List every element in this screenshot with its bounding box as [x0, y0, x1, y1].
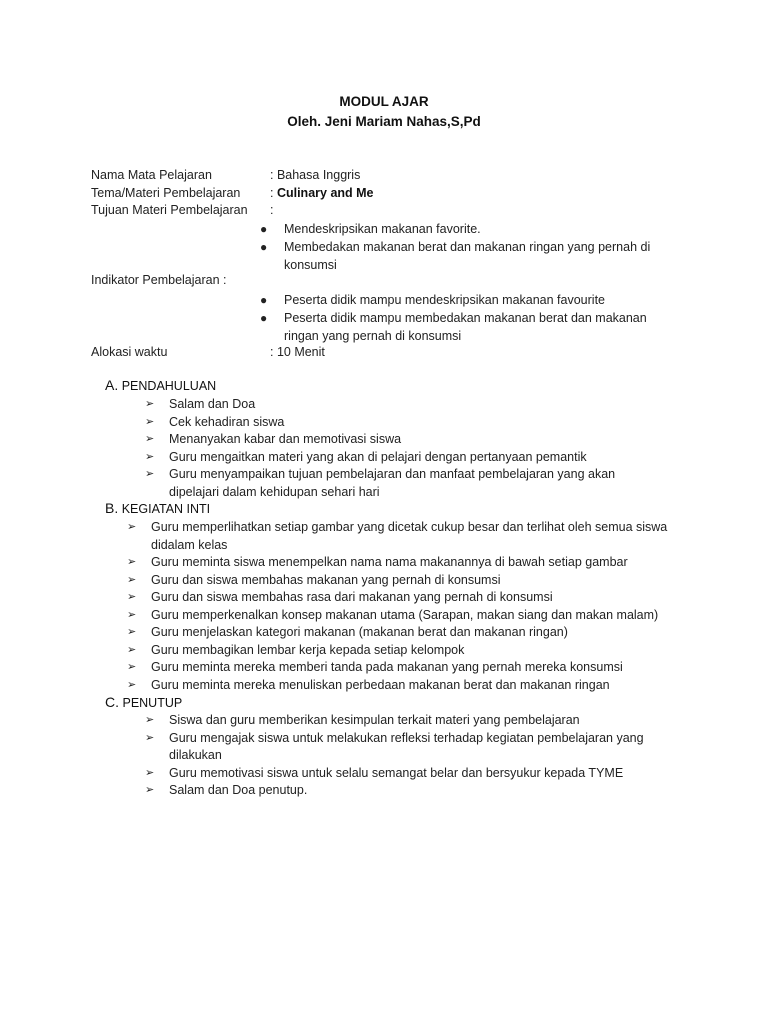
list-item: ➢ Guru mengaitkan materi yang akan di pelajari dengan pertanyaan pemantik [145, 449, 655, 467]
arrow-bullet-icon: ➢ [127, 591, 137, 603]
arrow-bullet-icon: ➢ [145, 450, 155, 463]
theme-value: Culinary and Me [276, 186, 374, 200]
theme-label: Tema/Materi Pembelajaran [91, 186, 241, 200]
arrow-bullet-icon: ➢ [127, 521, 137, 533]
arrow-bullet-icon: ➢ [145, 415, 155, 428]
list-item: ➢ Guru meminta mereka memberi tanda pada makanan yang pernah mereka konsumsi [127, 659, 687, 677]
list-item: ➢ Guru memperlihatkan setiap gambar yang dicetak cukup besar dan terlihat oleh semua siswa didalam kelas [127, 520, 668, 552]
subject-value: : Bahasa Inggris [270, 168, 361, 182]
list-item: ➢ Guru memotivasi siswa untuk selalu semangat belar dan bersyukur kepada TYME [145, 765, 665, 783]
list-item: ➢ Guru memperkenalkan konsep makanan utama (Sarapan, makan siang dan makan malam) [127, 607, 687, 625]
list-item: ● Peserta didik mampu membedakan makanan berat dan makanan ringan yang pernah di konsumsi [260, 311, 647, 343]
arrow-bullet-icon: ➢ [127, 573, 137, 586]
section-letter: A. [105, 377, 119, 393]
section-title: PENDAHULUAN [121, 379, 217, 393]
time-value: : 10 Menit [270, 345, 325, 359]
list-item: ➢ Salam dan Doa [145, 396, 655, 414]
arrow-bullet-icon: ➢ [127, 626, 137, 638]
list-item: ➢ Salam dan Doa penutup. [145, 782, 665, 800]
arrow-bullet-icon: ➢ [145, 433, 155, 445]
time-label: Alokasi waktu [91, 345, 168, 359]
section-b-list [127, 519, 687, 694]
list-item: ➢ Siswa dan guru memberikan kesimpulan terkait materi yang pembelajaran [145, 712, 665, 730]
section-letter: C. [105, 694, 119, 710]
arrow-bullet-icon: ➢ [127, 643, 137, 656]
arrow-bullet-icon: ➢ [145, 784, 155, 796]
section-heading-a [105, 377, 216, 393]
section-title: KEGIATAN INTI [121, 502, 211, 516]
list-item: ➢ Cek kehadiran siswa [145, 414, 655, 432]
theme-colon: : [270, 186, 277, 200]
list-item: ➢ Guru membagikan lembar kerja kepada setiap kelompok [127, 642, 687, 660]
goal-colon: : [270, 203, 274, 217]
list-item: ➢ Menanyakan kabar dan memotivasi siswa [145, 431, 655, 449]
indicator-list [258, 291, 678, 345]
theme-value-row [270, 186, 374, 200]
bullet-icon: ● [260, 240, 268, 254]
arrow-bullet-icon: ➢ [145, 468, 155, 480]
goal-label: Tujuan Materi Pembelajaran [91, 203, 248, 217]
document-author: Oleh. Jeni Mariam Nahas,S,Pd [287, 114, 481, 129]
subject-label: Nama Mata Pelajaran [91, 168, 212, 182]
arrow-bullet-icon: ➢ [145, 398, 155, 410]
document-title: MODUL AJAR [339, 94, 429, 109]
section-a-list [145, 396, 655, 501]
list-item: ➢ Guru mengajak siswa untuk melakukan refleksi terhadap kegiatan pembelajaran yang dilakukan [145, 730, 644, 762]
goal-list [258, 220, 678, 274]
arrow-bullet-icon: ➢ [127, 608, 137, 621]
section-c-list [145, 712, 665, 800]
list-item: ● Membedakan makanan berat dan makanan ringan yang pernah di konsumsi [260, 240, 651, 272]
section-heading-c [105, 694, 182, 710]
list-item: ➢ Guru menyampaikan tujuan pembelajaran dan manfaat pembelajaran yang akan dipelajari dalam kehidupan sehari hari [145, 467, 616, 499]
list-item: ● Mendeskripsikan makanan favorite. [260, 222, 481, 236]
indicator-label: Indikator Pembelajaran : [91, 273, 227, 287]
arrow-bullet-icon: ➢ [127, 556, 137, 568]
section-title: PENUTUP [122, 696, 183, 710]
section-letter: B. [105, 500, 119, 516]
list-item: ➢ Guru meminta siswa menempelkan nama nama makanannya di bawah setiap gambar [127, 554, 687, 572]
bullet-icon: ● [260, 311, 268, 325]
arrow-bullet-icon: ➢ [127, 661, 137, 673]
list-item: ● Peserta didik mampu mendeskripsikan makanan favourite [260, 293, 605, 307]
section-heading-b [105, 500, 210, 516]
bullet-icon: ● [260, 293, 268, 307]
list-item: ➢ Guru dan siswa membahas makanan yang pernah di konsumsi [127, 572, 687, 590]
list-item: ➢ Guru menjelaskan kategori makanan (makanan berat dan makanan ringan) [127, 624, 687, 642]
arrow-bullet-icon: ➢ [145, 731, 155, 744]
arrow-bullet-icon: ➢ [145, 714, 155, 726]
list-item: ➢ Guru dan siswa membahas rasa dari makanan yang pernah di konsumsi [127, 589, 687, 607]
arrow-bullet-icon: ➢ [127, 678, 137, 691]
list-item: ➢ Guru meminta mereka menuliskan perbedaan makanan berat dan makanan ringan [127, 677, 687, 695]
bullet-icon: ● [260, 222, 268, 236]
arrow-bullet-icon: ➢ [145, 766, 155, 779]
